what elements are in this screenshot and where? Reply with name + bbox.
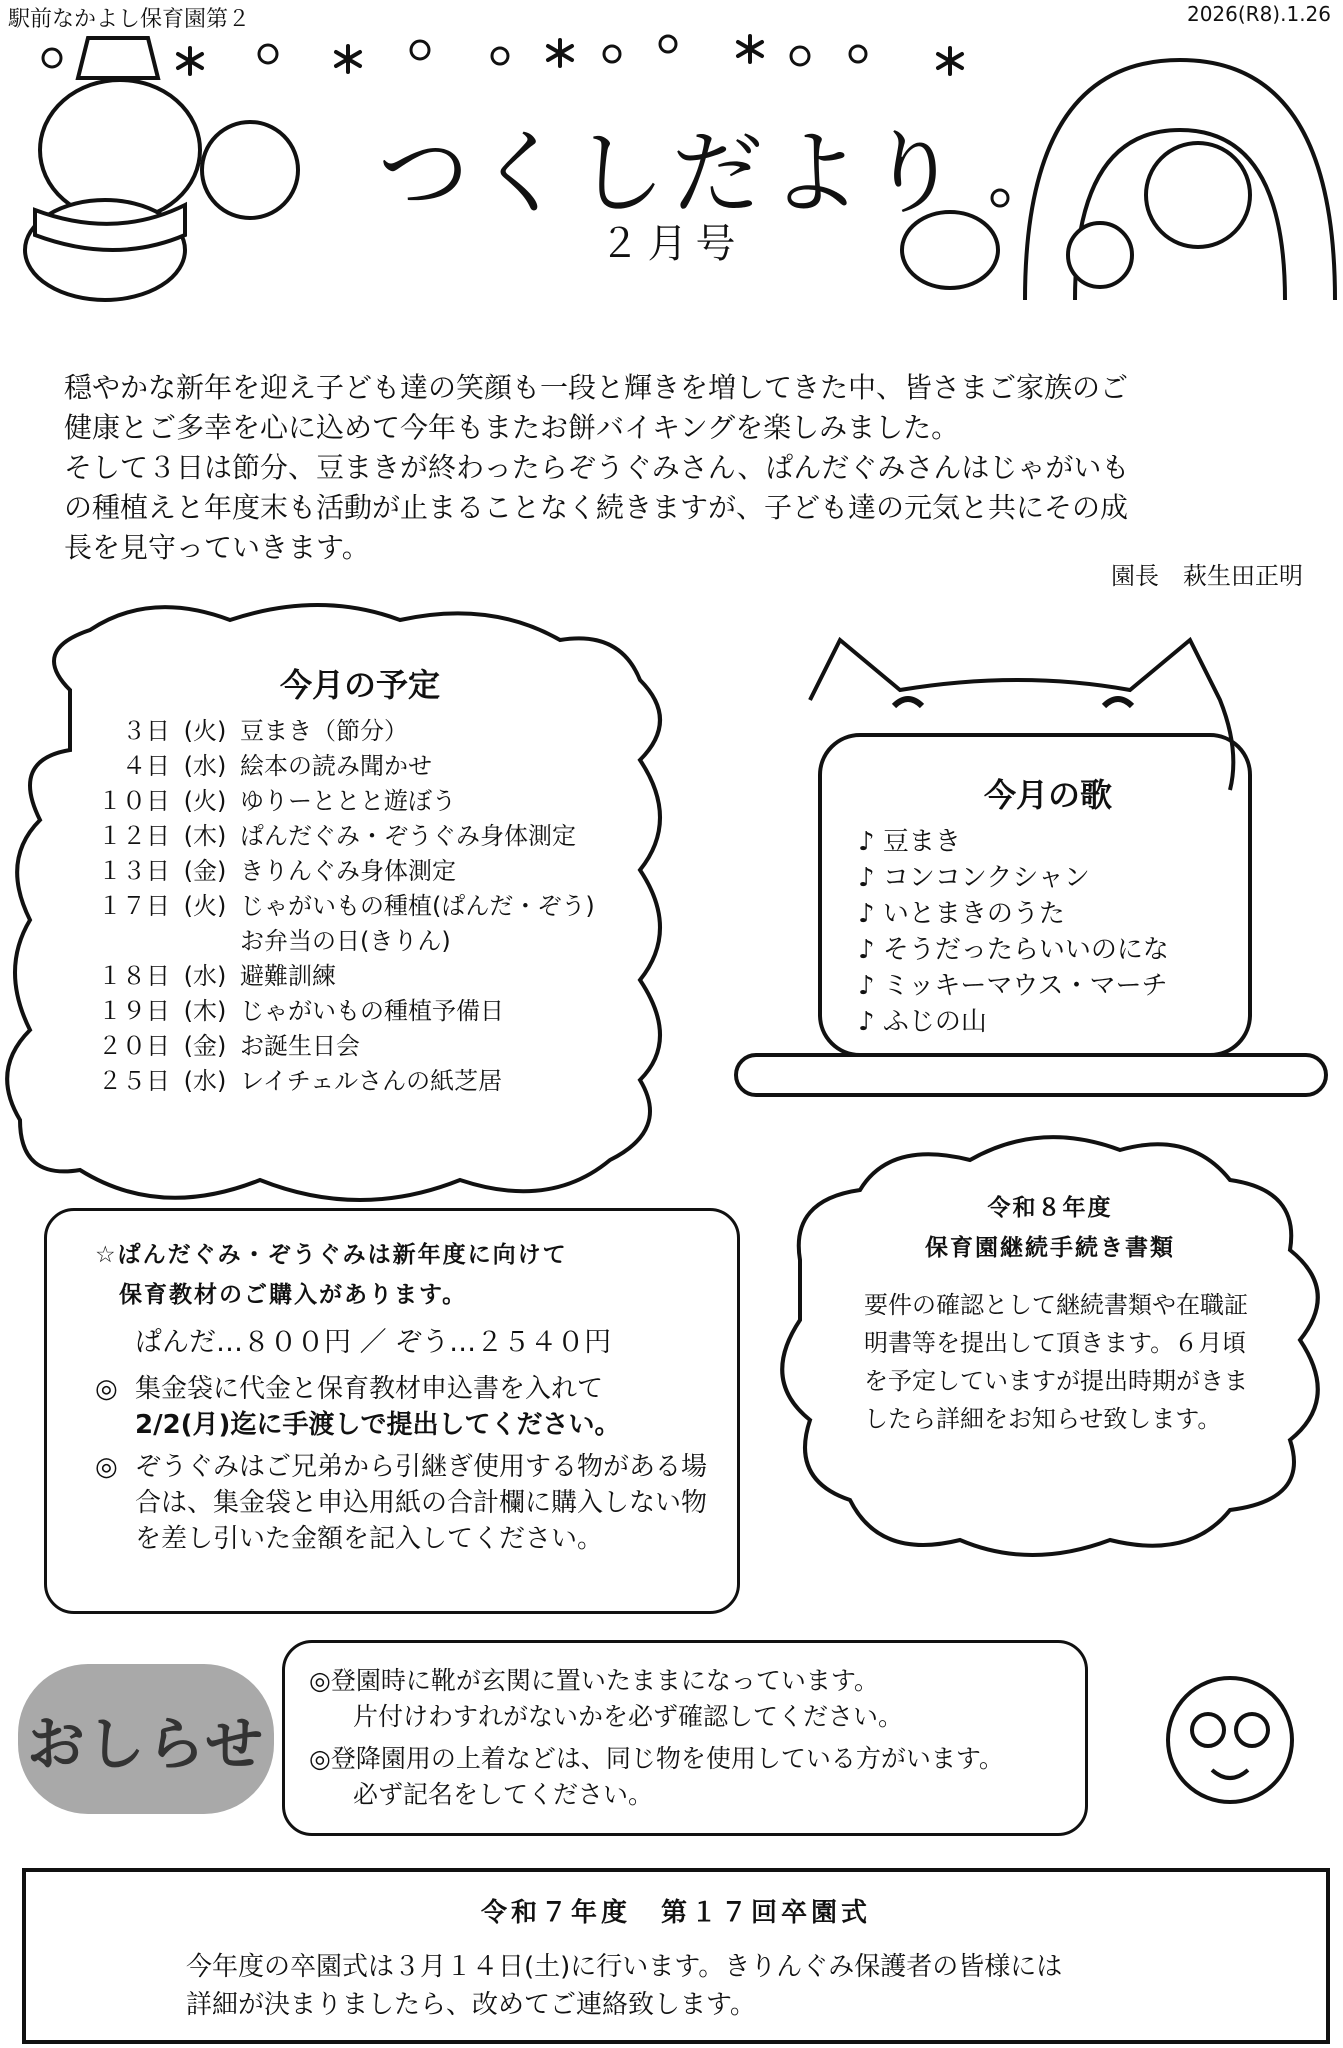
note-line: 2/2(月)迄に手渡しで提出してください。: [135, 1410, 621, 1440]
schedule-row: [50, 959, 670, 994]
graduation-body: [186, 1948, 1186, 2024]
greeting-line: 健康とご多幸を心に込めて今年もまたお餅バイキングを楽しみました。: [64, 411, 960, 444]
schedule-date: １７日: [98, 892, 170, 920]
snow-dot: [660, 36, 676, 52]
schedule-event: 豆まき（節分）: [240, 717, 408, 745]
continuation-procedure: [780, 1148, 1320, 1558]
schedule-event: レイチェルさんの紙芝居: [240, 1067, 503, 1095]
schedule-weekday: (木): [183, 997, 227, 1025]
asterisk-icons: [178, 36, 962, 74]
schedule-row: [50, 819, 670, 854]
graduation-notice: [22, 1868, 1330, 2044]
materials-lead: ☆ぱんだぐみ・ぞうぐみは新年度に向けて: [95, 1242, 568, 1268]
graduation-line: 今年度の卒園式は３月１４日(土)に行います。きりんぐみ保護者の皆様には: [186, 1952, 1063, 1982]
schedule-weekday: (木): [183, 822, 227, 850]
snow-dot: [604, 46, 620, 62]
schedule-event: じゃがいもの種植予備日: [240, 997, 504, 1025]
schedule-list: [50, 714, 670, 1099]
song-item: ♪ コンコンクシャン: [858, 863, 1090, 893]
note-mark: ◎: [95, 1374, 118, 1404]
schedule-date: ２５日: [98, 1067, 170, 1095]
notice-item: [309, 1663, 1061, 1735]
schedule-event: じゃがいもの種植(ぱんだ・ぞう): [240, 892, 595, 920]
schedule-row: [50, 749, 670, 784]
schedule-weekday: (水): [183, 962, 227, 990]
schedule-weekday: (水): [183, 752, 227, 780]
elder-face-illustration: [1168, 1678, 1292, 1802]
schedule-event: 避難訓練: [240, 962, 336, 990]
materials-price: ぱんだ…８００円 ／ ぞう…２５４０円: [135, 1327, 612, 1358]
snow-dot: [43, 49, 61, 67]
song-item: ♪ ふじの山: [858, 1007, 987, 1037]
newsletter-title: つくしだより: [377, 120, 966, 227]
notice-line: ◎登園時に靴が玄関に置いたままになっています。: [309, 1666, 879, 1695]
greeting-line: 穏やかな新年を迎え子ども達の笑顔も一段と輝きを増してきた中、皆さまご家族のご: [64, 371, 1129, 404]
notice-line: ◎登降園用の上着などは、同じ物を使用している方がいます。: [309, 1744, 1004, 1773]
song-item: ♪ ミッキーマウス・マーチ: [858, 971, 1168, 1001]
schedule-event: ぱんだぐみ・ぞうぐみ身体測定: [240, 822, 576, 850]
schedule-weekday: (火): [183, 787, 227, 815]
schedule-weekday: (火): [183, 717, 227, 745]
schedule-date: １３日: [98, 857, 170, 885]
monthly-songs: [858, 770, 1238, 1040]
graduation-line: 詳細が決まりましたら、改めてご連絡致します。: [186, 1990, 756, 2020]
schedule-row: [50, 1029, 670, 1064]
note-text: ぞうぐみはご兄弟から引継ぎ使用する物がある場合は、集金袋と申込用紙の合計欄に購入しない物を差し引いた金額を記入してください。: [135, 1452, 708, 1554]
greeting-line: 長を見守っていきます。: [64, 531, 370, 564]
note-line: 集金袋に代金と保育教材申込書を入れて: [135, 1374, 604, 1404]
note-mark: ◎: [95, 1452, 118, 1482]
song-item: ♪ いとまきのうた: [858, 899, 1065, 929]
schedule-event: お弁当の日(きりん): [240, 927, 451, 955]
greeting-line: の種植えと年度末も活動が止まることなく続きますが、子ども達の元気と共にその成: [64, 491, 1129, 524]
continuation-title: 令和８年度: [987, 1195, 1113, 1221]
greeting-line: そして３日は節分、豆まきが終わったらぞうぐみさん、ぱんだぐみさんはじゃがいも: [64, 451, 1130, 484]
issue-label: ２月号: [599, 221, 744, 267]
schedule-row: [50, 784, 670, 819]
schedule-date: ３日: [122, 717, 170, 745]
schedule-date: １０日: [98, 787, 170, 815]
continuation-title: 保育園継続手続き書類: [925, 1235, 1175, 1261]
schedule-row: [50, 924, 670, 959]
schedule-date: ２０日: [98, 1032, 170, 1060]
song-item: ♪ そうだったらいいのにな: [858, 935, 1169, 965]
schedule-date: １２日: [98, 822, 170, 850]
materials-note: [95, 1371, 707, 1443]
snow-dot: [492, 48, 508, 64]
notice-line: 片付けわすれがないかを必ず確認してください。: [353, 1702, 904, 1731]
principal-signature: 園長 萩生田正明: [1111, 562, 1303, 590]
continuation-body: 要件の確認として継続書類や在職証明書等を提出して頂きます。６月頃を予定していますが提出時期がきましたら詳細をお知らせ致します。: [864, 1291, 1248, 1433]
graduation-title: 令和７年度 第１７回卒園式: [480, 1898, 871, 1928]
snow-dot: [850, 46, 866, 62]
materials-note: [95, 1449, 707, 1557]
greeting-text: [64, 368, 1304, 568]
schedule-row: [50, 889, 670, 924]
schedule-row: [50, 994, 670, 1029]
schedule-date: １９日: [98, 997, 170, 1025]
schedule-weekday: (金): [183, 857, 227, 885]
schedule-event: お誕生日会: [240, 1032, 360, 1060]
schedule-weekday: [170, 924, 240, 959]
schedule-row: [50, 714, 670, 749]
notice-label: おしらせ: [18, 1664, 274, 1814]
schedule-row: [50, 854, 670, 889]
songs-title: 今月の歌: [983, 776, 1112, 814]
issue-date: 2026(R8).1.26: [1186, 2, 1331, 26]
notice-item: [309, 1741, 1061, 1813]
snow-dot: [791, 47, 809, 65]
teaching-materials-notice: [44, 1208, 740, 1614]
schedule-row: [50, 1064, 670, 1099]
school-name: 駅前なかよし保育園第２: [8, 7, 251, 32]
schedule-date: ４日: [122, 752, 170, 780]
schedule-date: １８日: [98, 962, 170, 990]
schedule-event: 絵本の読み聞かせ: [240, 752, 432, 780]
notice-box: [282, 1640, 1088, 1836]
schedule-weekday: (火): [183, 892, 227, 920]
schedule-event: ゆりーととと遊ぼう: [240, 787, 456, 815]
song-item: ♪ 豆まき: [858, 827, 961, 857]
note-text: [135, 1371, 620, 1443]
snow-dot: [259, 45, 277, 63]
schedule-weekday: (水): [183, 1067, 227, 1095]
schedule-title: 今月の予定: [279, 666, 440, 704]
schedule-event: きりんぐみ身体測定: [240, 857, 456, 885]
monthly-schedule: [50, 660, 670, 1099]
schedule-date: [50, 924, 170, 959]
notice-line: 必ず記名をしてください。: [353, 1780, 654, 1809]
snow-dot: [411, 41, 429, 59]
schedule-weekday: (金): [183, 1032, 227, 1060]
materials-lead: 保育教材のご購入があります。: [119, 1282, 468, 1308]
